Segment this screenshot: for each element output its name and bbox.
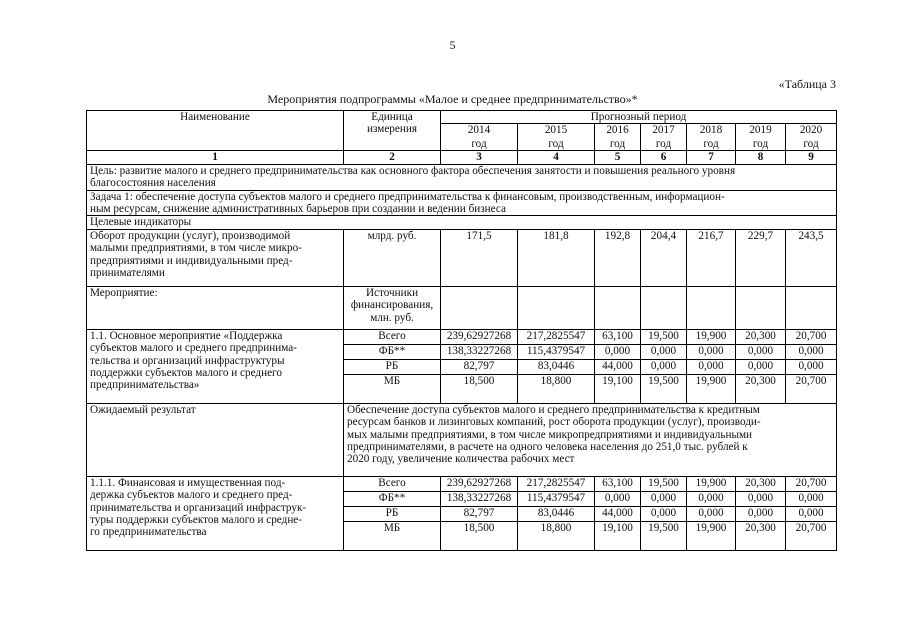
funding-value: 18,500 bbox=[441, 521, 518, 550]
funding-value: 0,000 bbox=[786, 344, 837, 359]
funding-source: РБ bbox=[344, 506, 441, 521]
table-caption: Мероприятия подпрограммы «Малое и среднее предпринимательство»* bbox=[267, 92, 638, 106]
funding-value: 115,4379547 bbox=[518, 491, 595, 506]
header-year: 2018 bbox=[687, 124, 736, 138]
funding-value: 19,500 bbox=[641, 374, 687, 403]
page-number: 5 bbox=[449, 38, 456, 52]
measure-header-row bbox=[87, 286, 837, 329]
table-label: «Таблица 3 bbox=[778, 77, 836, 91]
indicator-value: 204,4 bbox=[641, 229, 687, 286]
funding-value: 217,2825547 bbox=[518, 329, 595, 344]
funding-value: 19,500 bbox=[641, 521, 687, 550]
header-year-word: год bbox=[518, 138, 595, 151]
header-year: 2016 bbox=[595, 124, 641, 138]
activity-name: 1.1.1. Финансовая и имущественная под- держка субъектов малого и среднего пред- принимательства и организаций инфраструк- туры поддержки субъектов малого и средне- го предпринимательства bbox=[87, 476, 344, 550]
sources-label: Источники финансирования, млн. руб. bbox=[344, 286, 441, 329]
column-number: 6 bbox=[641, 151, 687, 164]
funding-value: 19,900 bbox=[687, 374, 736, 403]
indicator-value: 229,7 bbox=[736, 229, 786, 286]
funding-value: 115,4379547 bbox=[518, 344, 595, 359]
column-number-row bbox=[87, 151, 837, 164]
funding-value: 0,000 bbox=[641, 359, 687, 374]
funding-value: 0,000 bbox=[736, 506, 786, 521]
activity-name: 1.1. Основное мероприятие «Поддержка субъектов малого и среднего предпринима- тельства и организаций инфраструктуры поддержки субъектов малого и среднего предпринимательства» bbox=[87, 329, 344, 403]
expected-result-label: Ожидаемый результат bbox=[87, 403, 344, 476]
funding-value: 19,900 bbox=[687, 521, 736, 550]
header-name: Наименование bbox=[87, 111, 344, 151]
funding-value: 19,500 bbox=[641, 476, 687, 491]
funding-value: 20,700 bbox=[786, 521, 837, 550]
funding-value: 44,000 bbox=[595, 359, 641, 374]
header-year: 2015 bbox=[518, 124, 595, 138]
funding-value: 239,62927268 bbox=[441, 476, 518, 491]
indicators-label: Целевые индикаторы bbox=[87, 216, 837, 229]
column-number: 7 bbox=[687, 151, 736, 164]
header-year: 2019 bbox=[736, 124, 786, 138]
header-year-word: год bbox=[595, 138, 641, 151]
funding-value: 20,300 bbox=[736, 374, 786, 403]
indicator-name: Оборот продукции (услуг), производимой малыми предприятиями, в том числе микро- предприятиями и индивидуальными пред- принимателями bbox=[87, 229, 344, 286]
funding-value: 82,797 bbox=[441, 506, 518, 521]
funding-value: 138,33227268 bbox=[441, 491, 518, 506]
funding-value: 0,000 bbox=[786, 359, 837, 374]
indicator-value: 171,5 bbox=[441, 229, 518, 286]
funding-value: 0,000 bbox=[736, 344, 786, 359]
funding-value: 138,33227268 bbox=[441, 344, 518, 359]
header-forecast: Прогнозный период bbox=[441, 111, 837, 124]
column-number: 1 bbox=[87, 151, 344, 164]
funding-source: МБ bbox=[344, 521, 441, 550]
funding-source: Всего bbox=[344, 476, 441, 491]
measure-label: Мероприятие: bbox=[87, 286, 344, 329]
funding-source: РБ bbox=[344, 359, 441, 374]
funding-row bbox=[87, 476, 837, 491]
funding-source: ФБ** bbox=[344, 344, 441, 359]
funding-value: 19,900 bbox=[687, 476, 736, 491]
indicator-value: 181,8 bbox=[518, 229, 595, 286]
header-year-word: год bbox=[736, 138, 786, 151]
funding-value: 18,500 bbox=[441, 374, 518, 403]
funding-row bbox=[87, 329, 837, 344]
funding-value: 19,900 bbox=[687, 329, 736, 344]
funding-value: 0,000 bbox=[687, 344, 736, 359]
funding-value: 19,100 bbox=[595, 374, 641, 403]
header-year-word: год bbox=[441, 138, 518, 151]
header-unit: Единица измерения bbox=[344, 111, 441, 151]
funding-value: 0,000 bbox=[641, 344, 687, 359]
header-year-word: год bbox=[687, 138, 736, 151]
funding-value: 0,000 bbox=[786, 491, 837, 506]
header-year: 2020 bbox=[786, 124, 837, 138]
funding-value: 239,62927268 bbox=[441, 329, 518, 344]
expected-result-text: Обеспечение доступа субъектов малого и среднего предпринимательства к кредитным ресурсам банков и лизинговых компаний, рост оборота продукции (услуг), производи- мых малыми предприятиями, в том числе микропредприятиями и индивидуальными предпринимателями, в расчете на одного человека населения до 251,0 тыс. рублей к 2020 году, увеличение количества рабочих мест bbox=[344, 403, 837, 476]
funding-source: Всего bbox=[344, 329, 441, 344]
indicator-row bbox=[87, 229, 837, 286]
funding-value: 20,700 bbox=[786, 374, 837, 403]
funding-value: 0,000 bbox=[736, 491, 786, 506]
funding-value: 0,000 bbox=[641, 506, 687, 521]
funding-source: ФБ** bbox=[344, 491, 441, 506]
measures-table bbox=[86, 110, 837, 551]
task-row: Задача 1: обеспечение доступа субъектов малого и среднего предпринимательства к финансовым, производственным, информацион- ным ресурсам, снижение административных барьеров при создании и ведении бизнеса bbox=[87, 190, 837, 216]
column-number: 8 bbox=[736, 151, 786, 164]
indicator-value: 216,7 bbox=[687, 229, 736, 286]
funding-value: 0,000 bbox=[595, 344, 641, 359]
header-year: 2014 bbox=[441, 124, 518, 138]
funding-source: МБ bbox=[344, 374, 441, 403]
funding-value: 82,797 bbox=[441, 359, 518, 374]
indicator-value: 243,5 bbox=[786, 229, 837, 286]
funding-value: 0,000 bbox=[736, 359, 786, 374]
funding-value: 44,000 bbox=[595, 506, 641, 521]
funding-value: 0,000 bbox=[595, 491, 641, 506]
goal-row: Цель: развитие малого и среднего предпринимательства как основного фактора обеспечения занятости и повышения реального уровня благосостояния населения bbox=[87, 164, 837, 190]
funding-value: 63,100 bbox=[595, 476, 641, 491]
funding-value: 18,800 bbox=[518, 521, 595, 550]
funding-value: 19,500 bbox=[641, 329, 687, 344]
funding-value: 20,700 bbox=[786, 329, 837, 344]
column-number: 9 bbox=[786, 151, 837, 164]
funding-value: 20,700 bbox=[786, 476, 837, 491]
funding-value: 20,300 bbox=[736, 476, 786, 491]
column-number: 5 bbox=[595, 151, 641, 164]
expected-result-row bbox=[87, 403, 837, 476]
header-year-word: год bbox=[641, 138, 687, 151]
funding-value: 83,0446 bbox=[518, 506, 595, 521]
funding-value: 20,300 bbox=[736, 329, 786, 344]
header-year: 2017 bbox=[641, 124, 687, 138]
funding-value: 0,000 bbox=[687, 491, 736, 506]
indicator-value: 192,8 bbox=[595, 229, 641, 286]
column-number: 2 bbox=[344, 151, 441, 164]
funding-value: 0,000 bbox=[641, 491, 687, 506]
funding-value: 83,0446 bbox=[518, 359, 595, 374]
funding-value: 19,100 bbox=[595, 521, 641, 550]
funding-value: 63,100 bbox=[595, 329, 641, 344]
header-year-word: год bbox=[786, 138, 837, 151]
indicator-unit: млрд. руб. bbox=[344, 229, 441, 286]
funding-value: 20,300 bbox=[736, 521, 786, 550]
funding-value: 0,000 bbox=[786, 506, 837, 521]
funding-value: 0,000 bbox=[687, 359, 736, 374]
funding-value: 18,800 bbox=[518, 374, 595, 403]
column-number: 4 bbox=[518, 151, 595, 164]
funding-value: 217,2825547 bbox=[518, 476, 595, 491]
funding-value: 0,000 bbox=[687, 506, 736, 521]
column-number: 3 bbox=[441, 151, 518, 164]
